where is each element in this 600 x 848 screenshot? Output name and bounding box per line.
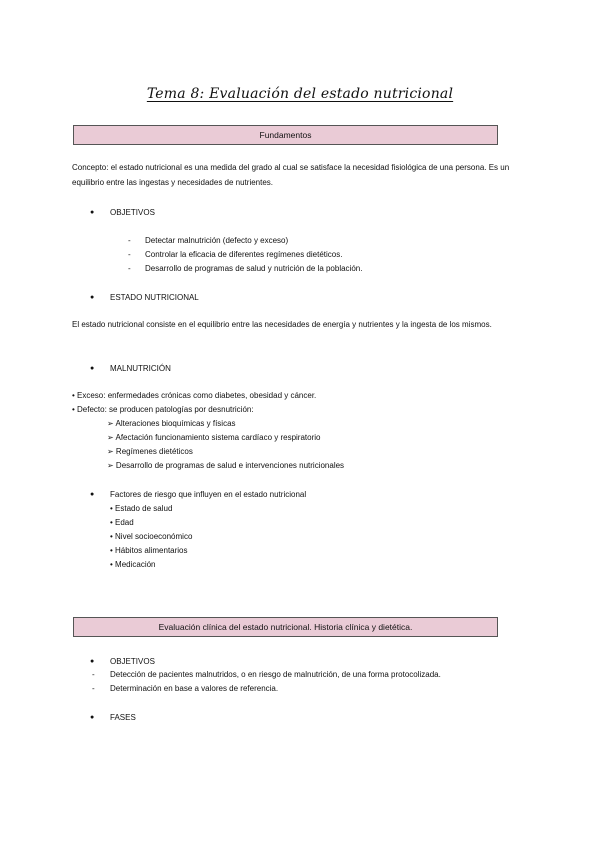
objetivos-heading-2: OBJETIVOS (110, 657, 155, 666)
round-bullet-icon: ● (90, 714, 95, 721)
dash-icon: - (128, 264, 131, 273)
defecto-line: • Defecto: se producen patologías por desnutrición: (72, 405, 254, 414)
malnutricion-heading: MALNUTRICIÓN (110, 364, 171, 373)
factor-item: • Nivel socioeconómico (110, 532, 193, 541)
estado-nutricional-heading: ESTADO NUTRICIONAL (110, 293, 199, 302)
factor-item: • Estado de salud (110, 504, 173, 513)
factor-item: • Hábitos alimentarios (110, 546, 188, 555)
round-bullet-icon: ● (90, 294, 95, 301)
section-banner-evaluacion-clinica: Evaluación clínica del estado nutricional. Historia clínica y dietética. (73, 617, 498, 637)
round-bullet-icon: ● (90, 658, 95, 665)
estado-nutricional-paragraph: El estado nutricional consiste en el equilibrio entre las necesidades de energía y nutrientes y la ingesta de los mismos. (72, 320, 492, 329)
objetivo-item: Controlar la eficacia de diferentes regímenes dietéticos. (145, 250, 343, 259)
dash-icon: - (128, 236, 131, 245)
exceso-line: • Exceso: enfermedades crónicas como diabetes, obesidad y cáncer. (72, 391, 317, 400)
defecto-item: ➢ Regímenes dietéticos (107, 447, 193, 456)
defecto-item: ➢ Alteraciones bioquímicas y físicas (107, 419, 236, 428)
round-bullet-icon: ● (90, 491, 95, 498)
defecto-item: ➢ Desarrollo de programas de salud e intervenciones nutricionales (107, 461, 345, 470)
concepto-paragraph: Concepto: el estado nutricional es una medida del grado al cual se satisface la necesidad fisiológica de una persona. Es un equilibrio entre las ingestas y necesidades de nutrientes. (72, 163, 510, 187)
objetivo-item: Desarrollo de programas de salud y nutrición de la población. (145, 264, 363, 273)
dash-icon: - (92, 684, 95, 693)
objetivo-item-2: Detección de pacientes malnutridos, o en riesgo de malnutrición, de una forma protocolizada. (110, 670, 441, 679)
round-bullet-icon: ● (90, 365, 95, 372)
factores-heading: Factores de riesgo que influyen en el estado nutricional (110, 490, 307, 499)
factor-item: • Edad (110, 518, 134, 527)
dash-icon: - (128, 250, 131, 259)
factor-item: • Medicación (110, 560, 156, 569)
round-bullet-icon: ● (90, 209, 95, 216)
objetivo-item: Detectar malnutrición (defecto y exceso) (145, 236, 289, 245)
section-banner-fundamentos: Fundamentos (73, 125, 498, 145)
dash-icon: - (92, 670, 95, 679)
fases-heading: FASES (110, 713, 136, 722)
defecto-item: ➢ Afectación funcionamiento sistema cardíaco y respiratorio (107, 433, 321, 442)
objetivos-heading: OBJETIVOS (110, 208, 155, 217)
objetivo-item-2: Determinación en base a valores de referencia. (110, 684, 279, 693)
page-title: Tema 8: Evaluación del estado nutricional (146, 86, 454, 102)
